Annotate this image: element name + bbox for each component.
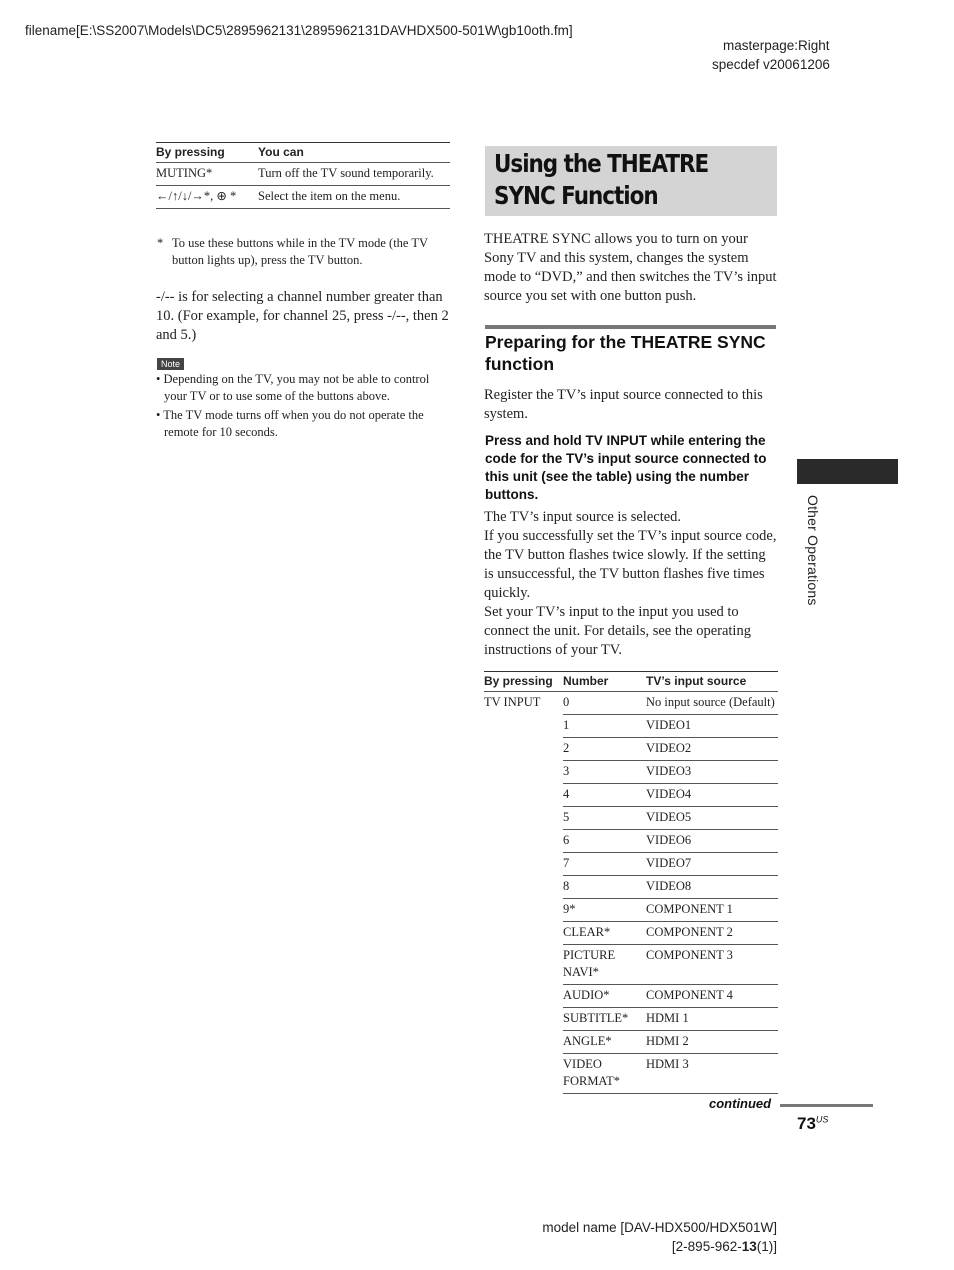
section-heading: Preparing for the THEATRE SYNC function	[485, 332, 766, 374]
table-row	[484, 784, 778, 807]
column-header: You can	[258, 143, 450, 163]
table-cell-number: 9*	[563, 899, 646, 922]
table-row	[484, 945, 778, 985]
specdef-label: specdef v20061206	[712, 57, 830, 72]
column-header: TV’s input source	[646, 672, 778, 692]
table-cell-key: ←/↑/↓/→*, ⊕ *	[156, 186, 258, 209]
note-item: • The TV mode turns off when you do not operate the remote for 10 seconds.	[156, 408, 424, 439]
table-row	[484, 1031, 778, 1054]
table-cell-source: No input source (Default)	[646, 692, 778, 715]
masterpage-label: masterpage:Right	[723, 38, 830, 53]
table-cell-source: COMPONENT 2	[646, 922, 778, 945]
table-header-row	[156, 143, 450, 163]
table-cell-button	[484, 899, 563, 922]
table-cell-button	[484, 715, 563, 738]
table-cell-number: 3	[563, 761, 646, 784]
table-cell-button	[484, 1054, 563, 1094]
table-cell-number: AUDIO*	[563, 985, 646, 1008]
table-row	[484, 876, 778, 899]
column-header: Number	[563, 672, 646, 692]
table-cell-button	[484, 985, 563, 1008]
table-cell-button	[484, 784, 563, 807]
table-cell-button	[484, 761, 563, 784]
table-cell-source: VIDEO2	[646, 738, 778, 761]
page-number	[797, 1114, 828, 1134]
table-cell-number: 6	[563, 830, 646, 853]
table-cell-number: SUBTITLE*	[563, 1008, 646, 1031]
table-cell-source: HDMI 3	[646, 1054, 778, 1094]
table-cell-source: VIDEO5	[646, 807, 778, 830]
table-cell-number: 0	[563, 692, 646, 715]
result-line: If you successfully set the TV’s input source code, the TV button flashes twice slowly. If the setting is unsuccessful, the TV button flashes five times quickly.	[484, 528, 777, 601]
table-cell-source: COMPONENT 1	[646, 899, 778, 922]
table-row	[156, 163, 450, 186]
section-tab	[797, 459, 898, 484]
table-cell-button	[484, 738, 563, 761]
table-cell-number: 2	[563, 738, 646, 761]
table-row	[484, 853, 778, 876]
table-cell-source: VIDEO1	[646, 715, 778, 738]
page-number-value: 73	[797, 1114, 816, 1133]
table-cell-number: PICTURE NAVI*	[563, 945, 646, 985]
input-source-table	[484, 671, 778, 1094]
table-cell-number: 4	[563, 784, 646, 807]
table-row	[484, 807, 778, 830]
part-prefix: [2-895-962-	[671, 1239, 742, 1254]
continued-bar	[780, 1104, 873, 1107]
table-row	[484, 922, 778, 945]
table-cell-button	[484, 1031, 563, 1054]
result-line: Set your TV’s input to the input you used to connect the unit. For details, see the operating instructions of your TV.	[484, 604, 751, 658]
table-cell-source: COMPONENT 4	[646, 985, 778, 1008]
table-cell-button	[484, 830, 563, 853]
table-cell-source: VIDEO8	[646, 876, 778, 899]
table-cell-source: VIDEO4	[646, 784, 778, 807]
table-cell-source: HDMI 2	[646, 1031, 778, 1054]
table-row	[484, 985, 778, 1008]
table-cell-button	[484, 1008, 563, 1031]
step-instruction: Press and hold TV INPUT while entering the code for the TV’s input source connected to this unit (see the table) using the number buttons.	[485, 433, 767, 502]
table-row	[484, 761, 778, 784]
table-row	[156, 186, 450, 209]
table-row	[484, 738, 778, 761]
table-cell-button	[484, 876, 563, 899]
part-number	[672, 1237, 777, 1256]
page-number-suffix: US	[815, 1114, 829, 1125]
part-suffix: (1)]	[756, 1239, 777, 1254]
table-cell-number: CLEAR*	[563, 922, 646, 945]
table-cell-button	[484, 853, 563, 876]
table-row	[484, 830, 778, 853]
table-row	[484, 692, 778, 715]
table-row	[484, 715, 778, 738]
note-badge: Note	[157, 358, 184, 370]
table-cell-button	[484, 945, 563, 985]
remote-buttons-table	[156, 142, 450, 209]
table-cell-value: Turn off the TV sound temporarily.	[258, 163, 450, 186]
table-cell-button: TV INPUT	[484, 695, 541, 709]
table-row	[484, 1008, 778, 1031]
column-header: By pressing	[484, 672, 563, 692]
table-cell-source: VIDEO6	[646, 830, 778, 853]
table-cell-key: MUTING*	[156, 163, 258, 186]
table-row	[484, 1054, 778, 1094]
table-header-row	[484, 672, 778, 692]
table-cell-source: COMPONENT 3	[646, 945, 778, 985]
page-title: Using the THEATRE SYNC Function	[494, 149, 709, 210]
result-line: The TV’s input source is selected.	[484, 509, 682, 525]
filename-header: filename[E:\SS2007\Models\DC5\2895962131\2895962131DAVHDX500-501W\gb10oth.fm]	[25, 23, 573, 38]
result-paragraph	[484, 508, 778, 660]
section-rule	[485, 325, 776, 329]
footnote: To use these buttons while in the TV mode (the TV button lights up), press the TV button.	[172, 236, 428, 267]
table-cell-value: Select the item on the menu.	[258, 186, 450, 209]
footnote-mark: *	[157, 236, 164, 250]
table-cell-number: 1	[563, 715, 646, 738]
intro-paragraph: THEATRE SYNC allows you to turn on your Sony TV and this system, changes the system mode to “DVD,” and then switches the TV’s input source you set with one button push.	[484, 231, 777, 304]
table-cell-number: 8	[563, 876, 646, 899]
table-row	[484, 899, 778, 922]
table-cell-number: 5	[563, 807, 646, 830]
continued-label: continued	[709, 1096, 772, 1111]
table-cell-number: ANGLE*	[563, 1031, 646, 1054]
table-cell-source: VIDEO3	[646, 761, 778, 784]
column-header: By pressing	[156, 143, 258, 163]
register-paragraph: Register the TV’s input source connected to this system.	[484, 387, 763, 422]
table-cell-source: HDMI 1	[646, 1008, 778, 1031]
table-cell-number: 7	[563, 853, 646, 876]
part-bold: 13	[741, 1239, 757, 1254]
table-cell-button	[484, 807, 563, 830]
table-cell-number: VIDEO FORMAT*	[563, 1054, 646, 1094]
channel-paragraph: -/-- is for selecting a channel number greater than 10. (For example, for channel 25, press -/--, then 2 and 5.)	[156, 289, 449, 343]
table-cell-button	[484, 922, 563, 945]
table-cell-source: VIDEO7	[646, 853, 778, 876]
model-name: model name [DAV-HDX500/HDX501W]	[542, 1220, 777, 1235]
note-item: • Depending on the TV, you may not be able to control your TV or to use some of the buttons above.	[156, 372, 430, 403]
notes-list	[156, 371, 450, 441]
section-side-label: Other Operations	[805, 495, 821, 606]
